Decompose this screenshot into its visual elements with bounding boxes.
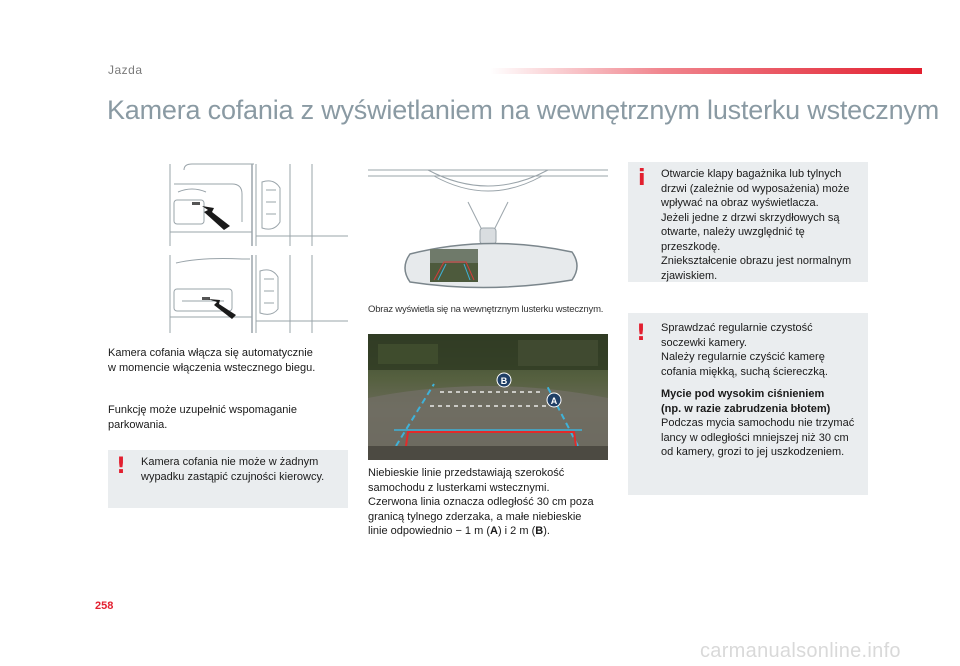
guide-lines-text-end: ). — [543, 525, 550, 537]
info-box — [628, 162, 868, 282]
guide-lines-text-mid: ) i 2 m ( — [497, 525, 536, 537]
info-text: Otwarcie klapy bagażnika lub tylnych drzwi (zależnie od wyposażenia) może wpływać na obraz wyświetlacza. Jeżeli jedne z drzwi skrzydłowych są otwarte, należy uwzględnić tę przeszkodę. Zniekształcenie obrazu jest normalnym zjawiskiem. — [661, 168, 852, 282]
camera-view-image — [368, 334, 608, 460]
intro-paragraph: Kamera cofania włącza się automatycznie w momencie włączenia wstecznego biegu. — [108, 347, 316, 374]
section-label: Jazda — [108, 63, 143, 77]
mirror-caption: Obraz wyświetla się na wewnętrznym lusterku wstecznym. — [368, 304, 604, 315]
warning-icon: ! — [116, 454, 127, 479]
rear-view-mirror-illustration — [368, 162, 608, 300]
watermark: carmanualsonline.info — [700, 640, 901, 662]
parking-assist-paragraph: Funkcję może uzupełnić wspomaganie parkowania. — [108, 404, 297, 431]
camera-cleaning-text — [661, 321, 867, 460]
guide-label-b: B — [535, 525, 544, 537]
warning-icon: ! — [636, 321, 647, 346]
page-title: Kamera cofania z wyświetlaniem na wewnętrznym lusterku wstecznym — [107, 95, 940, 125]
high-pressure-heading: Mycie pod wysokim ciśnieniem (np. w razie zabrudzenia błotem) — [661, 388, 831, 415]
van-camera-illustration-bottom — [162, 253, 348, 335]
camera-cleaning-intro: Sprawdzać regularnie czystość soczewki kamery. Należy regularnie czyścić kamerę cofania miękką, suchą ściereczką. — [661, 322, 828, 378]
camera-label-a: A — [550, 396, 558, 406]
header-accent-bar — [490, 68, 922, 74]
warning-text-left: Kamera cofania nie może w żadnym wypadku zastąpić czujności kierowcy. — [141, 456, 325, 483]
guide-lines-text: Niebieskie linie przedstawiają szerokość samochodu z lusterkami wstecznymi. Czerwona linia oznacza odległość 30 cm poza granicą tylnego zderzaka, a małe niebieskie linie odpowiednio − 1 m ( — [368, 467, 594, 537]
page-number: 258 — [95, 600, 114, 612]
warning-box-left — [108, 450, 348, 508]
guide-label-a: A — [490, 525, 498, 537]
info-icon: i — [638, 166, 646, 191]
guide-lines-description — [368, 466, 608, 539]
high-pressure-text: Podczas mycia samochodu nie trzymać lancy w odległości mniejszej niż 30 cm od kamery, grozi to jej uszkodzeniem. — [661, 417, 855, 458]
camera-label-b: B — [500, 376, 508, 386]
van-camera-illustration-top — [162, 162, 348, 248]
warning-box-right — [628, 313, 868, 495]
